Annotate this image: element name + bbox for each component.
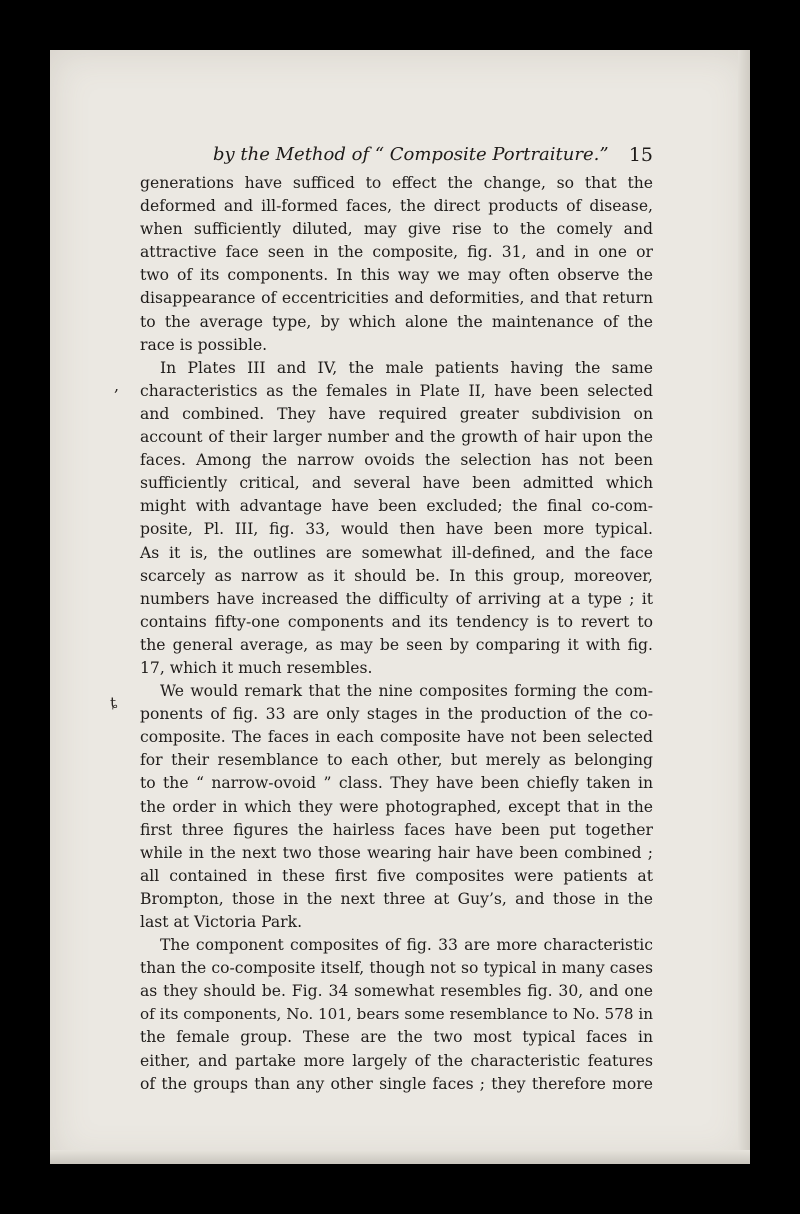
text-line: In Plates III and IV, the male patients having the same (160, 358, 653, 377)
text-line: The component composites of fig. 33 are more characteristic (160, 936, 653, 955)
text-line: and combined. They have required greater subdivision on (140, 404, 653, 423)
text-line: first three figures the hairless faces have been put together (140, 820, 653, 839)
text-line: We would remark that the nine composites forming the com- (160, 682, 653, 701)
text-line: attractive face seen in the composite, fig. 31, and in one or (140, 243, 653, 262)
text-line: to the average type, by which alone the maintenance of the (140, 312, 653, 331)
text-line: last at Victoria Park. (140, 913, 303, 931)
margin-mark: ȶ (110, 694, 118, 712)
text-line: ponents of fig. 33 are only stages in the production of the co- (140, 705, 653, 724)
text-line: Brompton, those in the next three at Guy’s, and those in the (140, 889, 653, 908)
margin-mark: , (114, 376, 120, 395)
text-line: two of its components. In this way we may often observe the (140, 266, 653, 285)
text-line: the order in which they were photographed, except that in the (140, 797, 653, 816)
text-line: numbers have increased the difficulty of arriving at a type ; it (140, 589, 653, 608)
text-line: As it is, the outlines are somewhat ill-defined, and the face (140, 543, 653, 562)
text-line: to the “ narrow-ovoid ” class. They have been chiefly taken in (140, 774, 653, 793)
text-line: all contained in these first five composites were patients at (140, 866, 653, 885)
text-line: of its components, No. 101, bears some resemblance to No. 578 in (140, 1005, 653, 1024)
text-line: as they should be. Fig. 34 somewhat resembles fig. 30, and one (140, 982, 653, 1001)
text-line: either, and partake more largely of the characteristic features (140, 1051, 653, 1070)
running-title: by the Method of “ Composite Portraiture.” (213, 144, 609, 165)
text-line: race is possible. (140, 335, 268, 354)
text-line: 17, which it much resembles. (140, 658, 373, 677)
text-line: contains fifty-one components and its tendency is to revert to (140, 612, 653, 631)
text-line: composite. The faces in each composite have not been selected (140, 728, 653, 747)
text-line: of the groups than any other single faces ; they therefore more (140, 1074, 653, 1093)
text-line: might with advantage have been excluded; the final co-com- (140, 497, 653, 516)
page-edge-right (738, 50, 750, 1164)
text-line: sufficiently critical, and several have been admitted which (140, 474, 653, 493)
text-line: than the co-composite itself, though not so typical in many cases (140, 959, 653, 978)
text-line: the general average, as may be seen by comparing it with fig. (140, 635, 653, 654)
text-line: posite, Pl. III, fig. 33, would then have been more typical. (140, 520, 653, 539)
text-line: when sufficiently diluted, may give rise to the comely and (140, 220, 653, 239)
text-line: faces. Among the narrow ovoids the selection has not been (140, 451, 653, 470)
text-line: the female group. These are the two most typical faces in (140, 1028, 653, 1047)
page-header (140, 140, 653, 170)
text-line: scarcely as narrow as it should be. In this group, moreover, (140, 566, 653, 585)
text-line: account of their larger number and the growth of hair upon the (140, 428, 653, 447)
text-line: for their resemblance to each other, but merely as belonging (140, 751, 653, 770)
body-text (140, 172, 653, 1096)
text-line: characteristics as the females in Plate II, have been selected (140, 381, 653, 400)
page-edge-bottom (50, 1150, 750, 1164)
text-line: disappearance of eccentricities and deformities, and that return (140, 289, 653, 308)
text-line: while in the next two those wearing hair have been combined ; (140, 843, 653, 862)
text-line: generations have sufficed to effect the change, so that the (140, 174, 653, 192)
page-number: 15 (628, 144, 653, 166)
text-line: deformed and ill-formed faces, the direct products of disease, (140, 197, 653, 216)
